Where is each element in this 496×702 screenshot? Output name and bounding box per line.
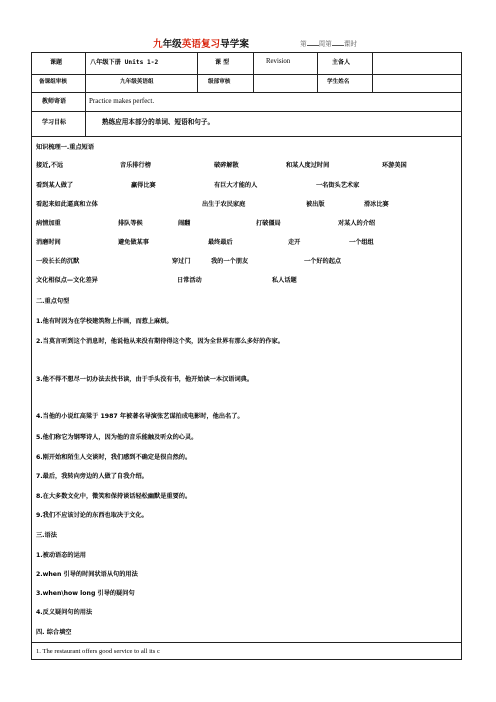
grammar-item: 2.when 引导的时间状语从句的用法 [36,571,138,578]
phrase-item: 最终最后 [208,239,233,246]
phrase-item: 一个好的起点 [304,258,342,265]
phrase-item: 打破僵局 [256,220,281,227]
table-divider [31,111,462,112]
page-header [0,36,496,52]
lesson-type-value: Revision [266,58,291,65]
phrase-item: 走开 [288,239,301,246]
table-divider [31,92,462,93]
phrase-item: 闹翻 [178,220,191,227]
phrase-item: 对某人的介绍 [338,220,376,227]
section-heading-grammar: 三.语法 [36,532,57,539]
phrase-item: 病情加重 [36,220,61,227]
sentence-item: 1.他有时因为在学校建筑物上作画，而惹上麻烦。 [36,318,173,325]
sentence-item: 2.当莫言听到这个消息时，他说他从来没有期待得这个奖，因为全世界有那么多好的作家。 [36,338,284,345]
cloze-line: 1. The restaurant offers good service to all its c [36,648,160,655]
phrase-item: 我的一个朋友 [211,258,249,265]
grade-review-label: 级部审核 [208,79,231,85]
grammar-item: 3.when\how long 引导的疑问句 [36,590,135,597]
sentence-item: 8.在大多数文化中，微笑和保持谈话轻松幽默是重要的。 [36,493,192,500]
phrase-item: 私人话题 [272,277,297,284]
phrase-item: 看起来如此逼真和立体 [36,201,98,208]
section-heading-phrases: 知识梳理一.重点短语 [36,144,95,151]
table-divider [31,74,462,75]
week-prefix: 第 [300,40,307,48]
sentence-item: 3.他不得不想尽一切办法去找书读，由于手头没有书，他开始读一本汉语词典。 [36,376,254,383]
teacher-message-label: 教师寄语 [42,98,67,105]
title-part-grade: 年级 [162,39,182,50]
page-title [153,36,249,50]
title-part-type: 导学案 [220,39,249,50]
phrase-item: 环游美国 [382,162,407,169]
table-divider [317,52,318,92]
teacher-message-value: Practice makes perfect. [89,97,155,105]
phrase-item: 接近,不远 [36,162,64,169]
preparer-label: 主备人 [332,59,351,66]
topic-value: 八年级下册 Units 1-2 [90,59,159,66]
section-divider [31,642,462,643]
grammar-item: 1.被动语态的运用 [36,552,86,559]
topic-label: 课题 [50,59,63,66]
sentence-item: 5.他们称它为钢琴诗人，因为他的音乐能触及听众的心灵。 [36,434,198,441]
phrase-item: 一名街头艺术家 [316,182,360,189]
phrase-item: 消磨时间 [36,239,61,246]
phrase-item: 一段长长的沉默 [36,258,80,265]
learning-goal-value: 熟练应用本部分的单词、短语和句子。 [102,118,215,126]
phrase-item: 一个组组 [349,239,374,246]
week-suffix: 课时 [343,40,357,48]
table-divider [197,52,198,92]
title-part-grade-num: 九 [153,39,163,50]
group-review-value: 九年级英语组 [120,79,154,85]
week-blank [307,39,319,46]
sentence-item: 6.刚开始和陌生人交谈时，我们感到不确定是很自然的。 [36,454,192,461]
section-heading-cloze: 四. 综合填空 [36,629,72,636]
phrase-item: 有巨大才能的人 [214,182,258,189]
phrase-item: 看到某人做了 [36,182,74,189]
phrase-item: 音乐排行榜 [120,162,151,169]
phrase-item: 赢得比赛 [131,182,156,189]
table-divider [31,136,462,137]
section-heading-sentences: 二.重点句型 [36,298,70,305]
table-divider [85,52,86,136]
title-part-subject: 英语复习 [181,39,221,50]
phrase-item: 排队等候 [118,220,143,227]
phrase-item: 被出版 [306,201,325,208]
student-name-label: 学生姓名 [327,79,350,85]
learning-goal-label: 学习目标 [42,119,67,126]
phrase-item: 日常活动 [177,277,202,284]
lesson-blank [332,39,344,46]
sentence-item: 9.我们不应该讨论的东西也取决于文化。 [36,512,148,519]
phrase-item: 穿过门 [172,258,191,265]
sentence-item: 4.当他的小说红高粱于 1987 年被著名导演张艺谋拍成电影时，他出名了。 [36,413,244,420]
phrase-item: 和某人度过时间 [286,162,330,169]
phrase-item: 破碎解散 [214,162,239,169]
phrase-item: 滑冰比赛 [364,201,389,208]
sentence-item: 7.最后，我转向旁边的人做了自我介绍。 [36,473,148,480]
table-divider [253,52,254,92]
phrase-item: 避免做某事 [118,239,149,246]
phrase-item: 出生于农民家庭 [202,201,246,208]
group-review-label: 备课组审核 [39,79,67,85]
week-mid: 周第 [318,40,332,48]
table-divider [372,52,373,92]
week-lesson-line [300,38,357,48]
phrase-item: 文化相似点—文化差异 [36,277,98,284]
lesson-type-label: 课 型 [215,59,230,66]
grammar-item: 4.反义疑问句的用法 [36,609,93,616]
